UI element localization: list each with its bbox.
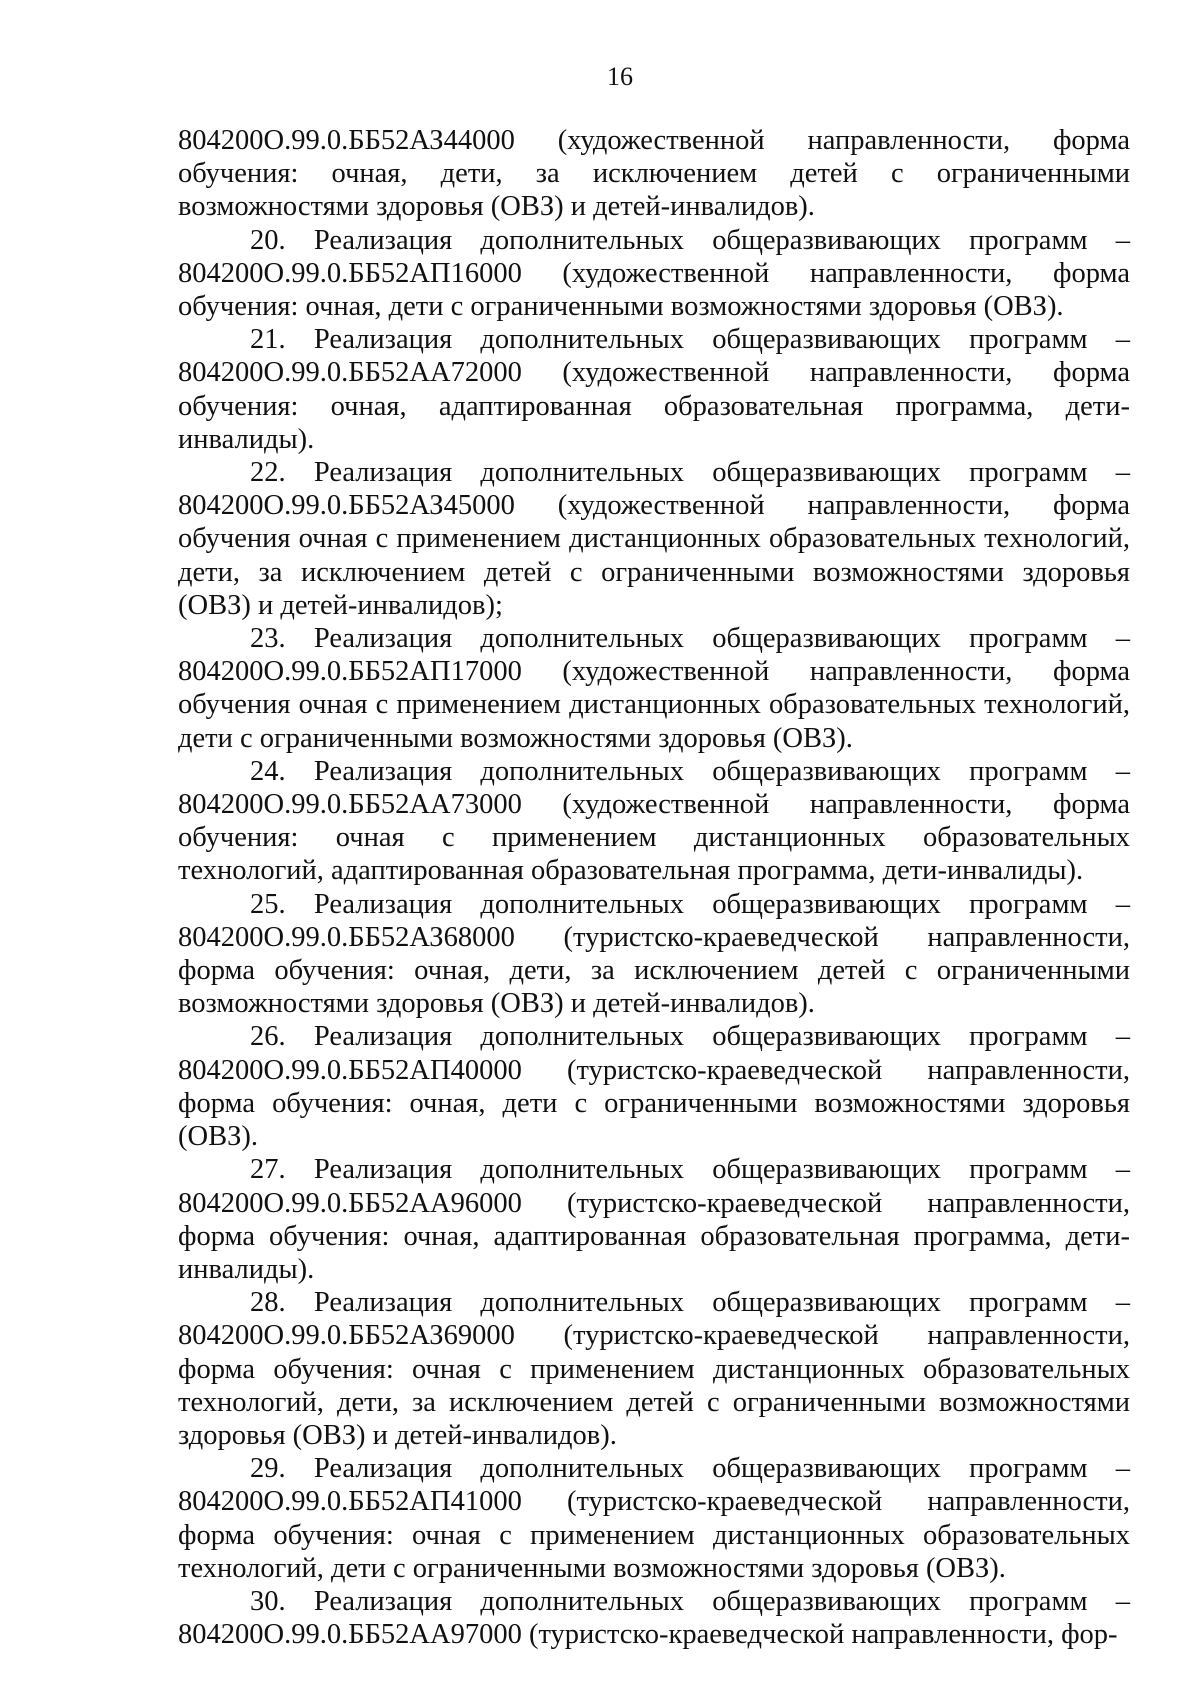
document-body: [178, 124, 1130, 1651]
paragraph-item-28: 28. Реализация дополнительных общеразвивающих программ – 804200О.99.0.ББ52АЗ69000 (туристско-краеведческой направленности, форма обучения: очная с применением дистанционных образовательных технологий, дети, за исключением детей с ограниченными возможностями здоровья (ОВЗ) и детей-инвалидов).: [178, 1287, 1130, 1451]
paragraph-continuation: 804200О.99.0.ББ52АЗ44000 (художественной направленности, форма обучения: очная, дети, за исключением детей с ограниченными возможностями здоровья (ОВЗ) и детей-инвалидов).: [178, 125, 1130, 223]
paragraph-item-24: 24. Реализация дополнительных общеразвивающих программ – 804200О.99.0.ББ52АА73000 (художественной направленности, форма обучения: очная с применением дистанционных образовательных технологий, адаптированная образовательная программа, дети-инвалиды).: [178, 755, 1130, 887]
paragraph-item-30: 30. Реализация дополнительных общеразвивающих программ – 804200О.99.0.ББ52АА97000 (туристско-краеведческой направленности, фор-: [178, 1585, 1130, 1651]
paragraph-item-25: 25. Реализация дополнительных общеразвивающих программ – 804200О.99.0.ББ52АЗ68000 (туристско-краеведческой направленности, форма обучения: очная, дети, за исключением детей с ограниченными возможностями здоровья (ОВЗ) и детей-инвалидов).: [178, 888, 1130, 1020]
paragraph-item-20: 20. Реализация дополнительных общеразвивающих программ – 804200О.99.0.ББ52АП16000 (художественной направленности, форма обучения: очная, дети с ограниченными возможностями здоровья (ОВЗ).: [178, 224, 1130, 323]
paragraph-item-22: 22. Реализация дополнительных общеразвивающих программ – 804200О.99.0.ББ52АЗ45000 (художественной направленности, форма обучения очная с применением дистанционных образовательных технологий, дети, за исключением детей с ограниченными возможностями здоровья (ОВЗ) и детей-инвалидов);: [178, 457, 1130, 621]
paragraph-item-26: 26. Реализация дополнительных общеразвивающих программ – 804200О.99.0.ББ52АП40000 (туристско-краеведческой направленности, форма обучения: очная, дети с ограниченными возможностями здоровья (ОВЗ).: [178, 1021, 1130, 1153]
paragraph-item-21: 21. Реализация дополнительных общеразвивающих программ – 804200О.99.0.ББ52АА72000 (художественной направленности, форма обучения: очная, адаптированная образовательная программа, дети-инвалиды).: [178, 324, 1130, 455]
paragraph-item-23: 23. Реализация дополнительных общеразвивающих программ – 804200О.99.0.ББ52АП17000 (художественной направленности, форма обучения очная с применением дистанционных образовательных технологий, дети с ограниченными возможностями здоровья (ОВЗ).: [178, 623, 1130, 754]
paragraph-item-29: 29. Реализация дополнительных общеразвивающих программ – 804200О.99.0.ББ52АП41000 (туристско-краеведческой направленности, форма обучения: очная с применением дистанционных образовательных технологий, дети с ограниченными возможностями здоровья (ОВЗ).: [178, 1453, 1130, 1584]
paragraph-item-27: 27. Реализация дополнительных общеразвивающих программ – 804200О.99.0.ББ52АА96000 (туристско-краеведческой направленности, форма обучения: очная, адаптированная образовательная программа, дети-инвалиды).: [178, 1154, 1130, 1285]
page-number: 16: [607, 62, 633, 91]
